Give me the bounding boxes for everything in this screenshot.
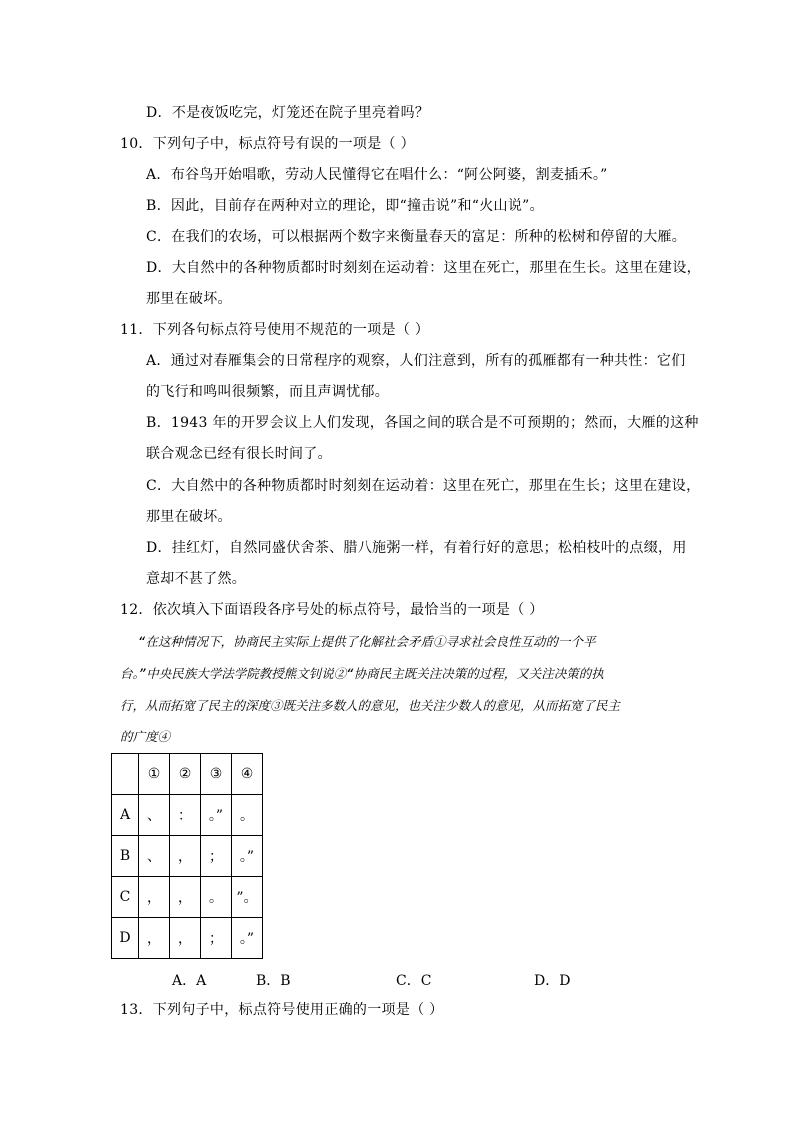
header-cell: ① — [139, 754, 170, 795]
q11-option-b-line2: 联合观念已经有很长时间了。 — [146, 446, 332, 462]
table-cell: ”。 — [232, 877, 263, 918]
table-cell: 。” — [232, 836, 263, 877]
header-cell: ② — [170, 754, 201, 795]
table-cell: 。” — [232, 918, 263, 959]
table-row — [112, 795, 263, 836]
table-cell: ， — [170, 836, 201, 877]
q11-option-d-line1: D．挂红灯，自然同盛伏舍茶、腊八施粥一样，有着行好的意思；松柏枝叶的点缀，用 — [146, 540, 687, 556]
table-cell: ； — [201, 836, 232, 877]
table-cell: 、 — [139, 795, 170, 836]
q9-option-d: D．不是夜饭吃完，灯笼还在院子里亮着吗？ — [146, 105, 430, 121]
header-cell: ③ — [201, 754, 232, 795]
q11-option-c-line2: 那里在破坏。 — [146, 509, 232, 525]
table-cell: 。” — [201, 795, 232, 836]
q12-passage-line2: 台。”中央民族大学法学院教授熊文钊说②“协商民主既关注决策的过程，又关注决策的执 — [120, 666, 604, 681]
q12-choice-d: D．D — [534, 973, 571, 989]
q12-passage-line3: 行，从而拓宽了民主的深度③既关注多数人的意见，也关注少数人的意见，从而拓宽了民主 — [120, 698, 621, 713]
table-cell: A — [112, 795, 139, 836]
q10-option-c: C．在我们的农场，可以根据两个数字来衡量春天的富足：所种的松树和停留的大雁。 — [146, 229, 687, 245]
answer-table — [111, 753, 263, 959]
table-cell: D — [112, 918, 139, 959]
table-cell: 。 — [232, 795, 263, 836]
q12-passage-line1: “在这种情况下，协商民主实际上提供了化解社会矛盾①寻求社会良性互动的一个平 — [138, 634, 596, 649]
q11-option-d-line2: 意却不甚了然。 — [146, 571, 247, 587]
q12-passage-line4: 的广度④ — [120, 729, 171, 744]
table-cell: ， — [170, 877, 201, 918]
q12-choice-c: C．C — [396, 973, 432, 989]
q11-option-a-line1: A．通过对春雁集会的日常程序的观察，人们注意到，所有的孤雁都有一种共性：它们 — [146, 353, 686, 369]
answer-table-header — [112, 754, 263, 795]
table-cell: 。 — [201, 877, 232, 918]
table-cell: ： — [170, 795, 201, 836]
q11-option-c-line1: C．大自然中的各种物质都时时刻刻在运动着：这里在死亡，那里在生长；这里在建设， — [146, 478, 701, 494]
table-cell: ， — [139, 877, 170, 918]
q10-option-a: A．布谷鸟开始唱歌，劳动人民懂得它在唱什么：“阿公阿婆，割麦插禾。” — [146, 167, 608, 183]
q11-option-a-line2: 的飞行和鸣叫很频繁，而且声调忧郁。 — [146, 384, 390, 400]
table-cell: ， — [170, 918, 201, 959]
q11-stem: 11．下列各句标点符号使用不规范的一项是（ ） — [120, 322, 430, 338]
table-cell: 、 — [139, 836, 170, 877]
header-cell: ④ — [232, 754, 263, 795]
q10-option-b: B．因此，目前存在两种对立的理论，即“撞击说”和“火山说”。 — [146, 198, 544, 214]
q12-choice-b: B．B — [256, 973, 291, 989]
q12-choice-a: A．A — [172, 973, 207, 989]
q10-stem: 10．下列句子中，标点符号有误的一项是（ ） — [120, 136, 415, 152]
table-row — [112, 918, 263, 959]
header-cell — [112, 754, 139, 795]
table-cell: ， — [139, 918, 170, 959]
q12-stem: 12．依次填入下面语段各序号处的标点符号，最恰当的一项是（ ） — [120, 602, 544, 618]
q10-option-d-line2: 那里在破坏。 — [146, 291, 232, 307]
table-row — [112, 836, 263, 877]
table-cell: C — [112, 877, 139, 918]
table-row — [112, 877, 263, 918]
q13-stem: 13．下列句子中，标点符号使用正确的一项是（ ） — [120, 1002, 444, 1018]
q11-option-b-line1: B．1943 年的开罗会议上人们发现，各国之间的联合是不可预期的；然而，大雁的这种 — [146, 415, 699, 431]
table-cell: ； — [201, 918, 232, 959]
table-cell: B — [112, 836, 139, 877]
q10-option-d-line1: D．大自然中的各种物质都时时刻刻在运动着：这里在死亡，那里在生长。这里在建设， — [146, 260, 701, 276]
